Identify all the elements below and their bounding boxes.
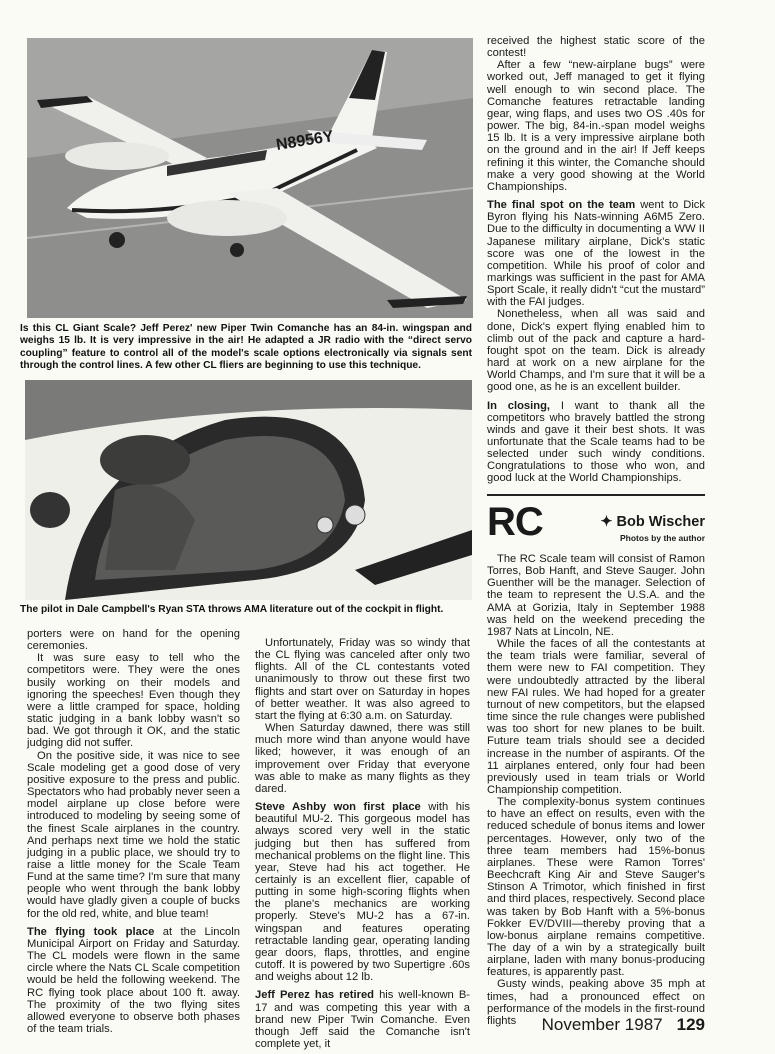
paragraph bbox=[27, 926, 240, 1035]
paragraph-text: After a few “new-airplane bugs” were worked out, Jeff managed to get it flying well enough to win second place. The Comanche features retractable landing gear, wing flaps, and uses two OS .40s for power. The big, 84-in.-span model weighs 15 lb. It is a very impressive airplane both on the ground and in the air! If Jeff keeps refining it this winter, the Comanche should make a very good showing at the World Championships. bbox=[487, 59, 705, 193]
paragraph-text: When Saturday dawned, there was still much more wind than anyone would have liked; however, it was enough of an improvement over Friday that everyone was able to make as many flights as they dared. bbox=[255, 722, 470, 795]
paragraph bbox=[487, 400, 705, 485]
diamond-bullet-icon: ✦ bbox=[600, 514, 613, 530]
paragraph bbox=[27, 750, 240, 920]
paragraph-text: The complexity-bonus system continues to have an effect on results, even with the reduced schedule of bonus items and lower percentages. However, only two of the three team members had 15%-bonus airplanes. These were Ramon Torres' Beechcraft King Air and Steve Sauger's Stinson A Trimotor, which finished in first and third places, respectively. Second place was taken by Bob Hanft with a 5%-bonus Fokker EV/DVIII—thereby proving that a low-bonus airplane remains competitive. The day of a win by a strategically built airplane, laden with many bonus-producing features, is apparently past. bbox=[487, 796, 705, 979]
paragraph-lead-in: Jeff Perez has retired bbox=[255, 989, 375, 1002]
cockpit-photo-illustration bbox=[25, 380, 472, 600]
photo-credit: Photos by the author bbox=[620, 533, 705, 543]
paragraph bbox=[487, 796, 705, 978]
paragraph-text: Nonetheless, when all was said and done, Dick's expert flying enabled him to climb out of the pack and capture a hard-fought spot on the team. Dick is already hard at work on a new airplane for the World Champs, and I'm sure that it will be a good one, as he is an excellent builder. bbox=[487, 308, 705, 394]
page-footer bbox=[540, 1015, 705, 1035]
author-byline bbox=[590, 514, 705, 530]
author-name: Bob Wischer bbox=[616, 514, 705, 530]
paragraph bbox=[487, 553, 705, 638]
paragraph bbox=[487, 35, 705, 59]
photo-piper-twin-comanche bbox=[27, 38, 473, 318]
article-column-2 bbox=[255, 637, 470, 1050]
paragraph-text: went to Dick Byron flying his Nats-winning A6M5 Zero. Due to the difficulty in documenting a WW II Japanese military airplane, Dick's static score was one of the lowest in the competition. While his proof of color and markings was sufficient in the past for AMA Sport Scale, it really didn't “cut the mustard” with the FAI judges. bbox=[487, 199, 705, 309]
paragraph-text: On the positive side, it was nice to see Scale modeling get a good dose of very positive exposure to the press and public. Spectators who had probably never seen a model airplane up close before were introduced to modeling by seeing some of the finest Scale airplanes in the country. And perhaps next time we hold the static judging in a public place, we should try to raise a little money for the Scale Team Fund at the same time? I'm sure that many people who went through the bank lobby would have gladly given a couple of bucks for the old red, white, and blue team! bbox=[27, 749, 240, 920]
page-number: 129 bbox=[676, 1015, 705, 1034]
paragraph-lead-in: Steve Ashby won first place bbox=[255, 801, 421, 814]
paragraph bbox=[255, 801, 470, 983]
paragraph-text: I want to thank all the competitors who bravely battled the strong winds and gave it their best shots. It was unfortunate that the Scale teams had to be selected under such windy conditions. Congratulations to those who won, and good luck at the World Championships. bbox=[487, 399, 705, 485]
paragraph-lead-in: In closing, bbox=[487, 399, 551, 412]
rc-column bbox=[487, 553, 705, 1027]
paragraph-text: porters were on hand for the opening ceremonies. bbox=[27, 628, 240, 653]
paragraph-text: with his beautiful MU-2. This gorgeous model has always scored very well in the static judging but then has suffered from mechanical problems on the flight line. This year, Steve had his act together. He certainly is an excellent flier, capable of putting in some high-scoring flights when the plane's mechanics are working properly. Steve's MU-2 has a 67-in. wingspan and features operating retractable landing gear, operating landing gear doors, flaps, throttles, and engine cutoff. It is powered by two Supertigre .60s and weighs about 12 lb. bbox=[255, 801, 470, 984]
airplane-photo-illustration bbox=[27, 38, 473, 318]
paragraph bbox=[27, 628, 240, 652]
paragraph bbox=[27, 652, 240, 749]
paragraph-text: Unfortunately, Friday was so windy that the CL flying was canceled after only two flights. All of the CL contestants voted unanimously to throw out these first two flights and start over on Saturday in hopes of better weather. It was also agreed to start the flying at 6:30 a.m. on Saturday. bbox=[255, 637, 470, 722]
article-column-1 bbox=[27, 628, 240, 1035]
paragraph-text: Gusty winds, peaking above 35 mph at times, had a pronounced effect on performance of the models in the first-round flights bbox=[487, 978, 705, 1027]
paragraph bbox=[255, 637, 470, 722]
paragraph-text: The RC Scale team will consist of Ramon Torres, Bob Hanft, and Steve Sauger. John Guenther will be the manager. Selection of the team to represent the U.S.A. and the AMA at Gorizia, Italy in September 1988 was held on the weekend preceding the 1987 Nats at Lincoln, NE. bbox=[487, 553, 705, 638]
paragraph-lead-in: The flying took place bbox=[27, 925, 155, 938]
paragraph bbox=[255, 989, 470, 1050]
paragraph bbox=[487, 59, 705, 193]
paragraph bbox=[255, 722, 470, 795]
article-column-3 bbox=[487, 35, 705, 485]
paragraph-lead-in: The final spot on the team bbox=[487, 199, 636, 212]
paragraph bbox=[487, 308, 705, 393]
paragraph-text: received the highest static score of the contest! bbox=[487, 35, 705, 60]
section-heading: RC bbox=[487, 500, 543, 544]
section-divider bbox=[487, 494, 705, 496]
paragraph-text: at the Lincoln Municipal Airport on Friday and Saturday. The CL models were flown in the same circle where the Nats CL Scale competition would be held the following weekend. The RC flying took place about 100 ft. away. The proximity of the two flying sites allowed everyone to observe both phases of the team trials. bbox=[27, 925, 240, 1035]
paragraph bbox=[487, 638, 705, 796]
registration-text: N8956Y bbox=[274, 128, 335, 154]
paragraph-text: It was sure easy to tell who the competitors were. They were the ones busily working on their models and ignoring the speeches! Even though they were a little cramped for space, holding static judging in a bank lobby wasn't so bad. We got through it OK, and the static judging did not suffer. bbox=[27, 652, 240, 750]
paragraph-text: While the faces of all the contestants at the team trials were familiar, several of them were new to FAI competition. They were undoubtedly attracted by the liberal new FAI rules. We had hoped for a greater turnout of new competitors, but the elapsed time since the rule changes were published was too short for new planes to be built. Future team trials should see a decided increase in the number of aspirants. Of the 11 airplanes entered, only four had been previously used in team trials or World Championship competition. bbox=[487, 638, 705, 796]
photo-caption-middle: The pilot in Dale Campbell's Ryan STA throws AMA literature out of the cockpit in flight. bbox=[20, 604, 444, 615]
photo-caption-top: Is this CL Giant Scale? Jeff Perez' new Piper Twin Comanche has an 84-in. wingspan and weighs 15 lb. It is very impressive in the air! He adapted a JR radio with the “direct servo coupling” feature to control all of the model's scale options electronically via signals sent through the control lines. A few other CL fliers are beginning to use this technique. bbox=[20, 323, 472, 371]
paragraph bbox=[487, 199, 705, 308]
issue-date: November 1987 bbox=[541, 1015, 663, 1034]
paragraph-text: his well-known B-17 and was competing this year with a brand new Piper Twin Comanche. Even though Jeff said the Comanche isn't complete yet, it bbox=[255, 989, 471, 1050]
photo-ryan-sta-cockpit bbox=[25, 380, 472, 600]
